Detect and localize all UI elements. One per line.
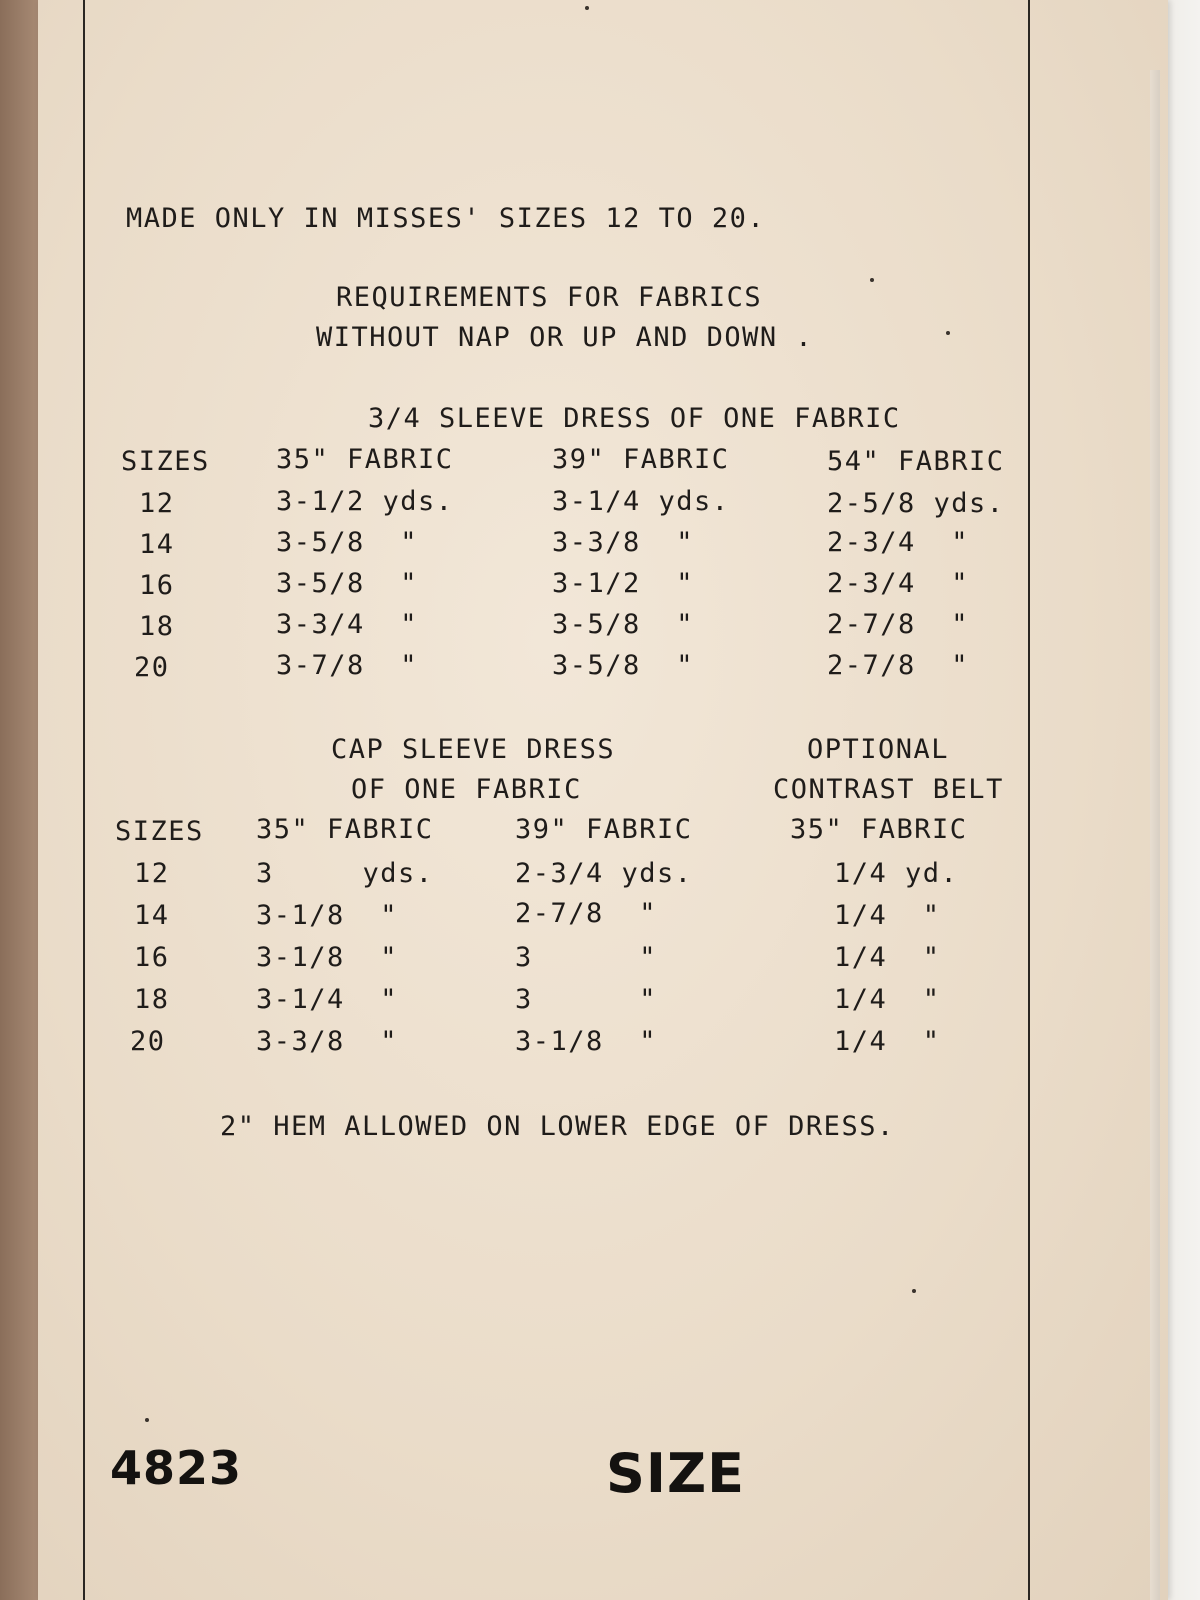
section1-cell-35: 3-5/8 " [276, 568, 419, 599]
section2-cell-39: 2-3/4 yds. [515, 858, 693, 889]
section1-cell-54: 2-3/4 " [827, 568, 970, 599]
size-label: SIZE [606, 1442, 746, 1505]
belt-cell: 1/4 " [834, 900, 941, 931]
speck [145, 1418, 149, 1422]
border-line-right [1028, 0, 1030, 1600]
pattern-number: 4823 [110, 1441, 243, 1495]
section1-cell-39: 3-1/2 " [552, 568, 695, 599]
belt-cell: 1/4 yd. [834, 858, 959, 889]
section1-cell-35: 3-3/4 " [276, 609, 419, 640]
section1-cell-54: 2-7/8 " [827, 650, 970, 681]
section2-size: 20 [130, 1026, 166, 1057]
speck [912, 1289, 916, 1293]
section1-cell-35: 3-7/8 " [276, 650, 419, 681]
speck [870, 278, 874, 282]
section2-cell-35: 3-3/8 " [256, 1026, 399, 1057]
section1-cell-54: 2-3/4 " [827, 527, 970, 558]
section2-cell-39: 2-7/8 " [515, 898, 658, 929]
speck [946, 331, 950, 335]
section2-cell-39: 3 " [515, 942, 658, 973]
section1-header-35: 35" FABRIC [276, 444, 454, 475]
section2-size: 12 [134, 858, 170, 889]
border-line-left [83, 0, 85, 1600]
section2-header-35: 35" FABRIC [256, 814, 434, 845]
section1-size: 14 [139, 529, 175, 560]
section1-cell-35: 3-5/8 " [276, 527, 419, 558]
section2-size: 18 [134, 984, 170, 1015]
section2-size: 14 [134, 900, 170, 931]
belt-cell: 1/4 " [834, 1026, 941, 1057]
requirements-line-2: WITHOUT NAP OR UP AND DOWN . [316, 322, 814, 353]
speck [585, 6, 589, 10]
belt-title-line-1: OPTIONAL [807, 734, 950, 765]
section1-cell-54: 2-7/8 " [827, 609, 970, 640]
section1-cell-39: 3-1/4 yds. [552, 486, 730, 517]
intro-text: MADE ONLY IN MISSES' SIZES 12 TO 20. [126, 203, 766, 234]
belt-cell: 1/4 " [834, 984, 941, 1015]
section1-cell-39: 3-5/8 " [552, 609, 695, 640]
section1-size: 20 [134, 652, 170, 683]
section2-cell-35: 3-1/8 " [256, 942, 399, 973]
hem-note: 2" HEM ALLOWED ON LOWER EDGE OF DRESS. [220, 1111, 895, 1142]
belt-cell: 1/4 " [834, 942, 941, 973]
section1-cell-39: 3-5/8 " [552, 650, 695, 681]
section1-title: 3/4 SLEEVE DRESS OF ONE FABRIC [368, 403, 901, 434]
section1-size: 16 [139, 570, 175, 601]
section2-header-39: 39" FABRIC [515, 814, 693, 845]
section1-size: 12 [139, 488, 175, 519]
belt-header-35: 35" FABRIC [790, 814, 968, 845]
section2-cell-39: 3 " [515, 984, 658, 1015]
section1-cell-39: 3-3/8 " [552, 527, 695, 558]
section1-size: 18 [139, 611, 175, 642]
section2-cell-35: 3-1/8 " [256, 900, 399, 931]
section1-header-39: 39" FABRIC [552, 444, 730, 475]
section2-header-sizes: SIZES [115, 816, 204, 847]
section1-header-sizes: SIZES [121, 446, 210, 477]
requirements-line-1: REQUIREMENTS FOR FABRICS [336, 282, 763, 313]
section2-cell-35: 3-1/4 " [256, 984, 399, 1015]
section1-cell-54: 2-5/8 yds. [827, 488, 1005, 519]
section2-cell-35: 3 yds. [256, 858, 434, 889]
section2-title-line-1: CAP SLEEVE DRESS [331, 734, 616, 765]
section2-size: 16 [134, 942, 170, 973]
section2-title-line-2: OF ONE FABRIC [351, 774, 582, 805]
section1-header-54: 54" FABRIC [827, 446, 1005, 477]
section1-cell-35: 3-1/2 yds. [276, 486, 454, 517]
section2-cell-39: 3-1/8 " [515, 1026, 658, 1057]
belt-title-line-2: CONTRAST BELT [773, 774, 1004, 805]
paper-edge [1150, 70, 1160, 1600]
